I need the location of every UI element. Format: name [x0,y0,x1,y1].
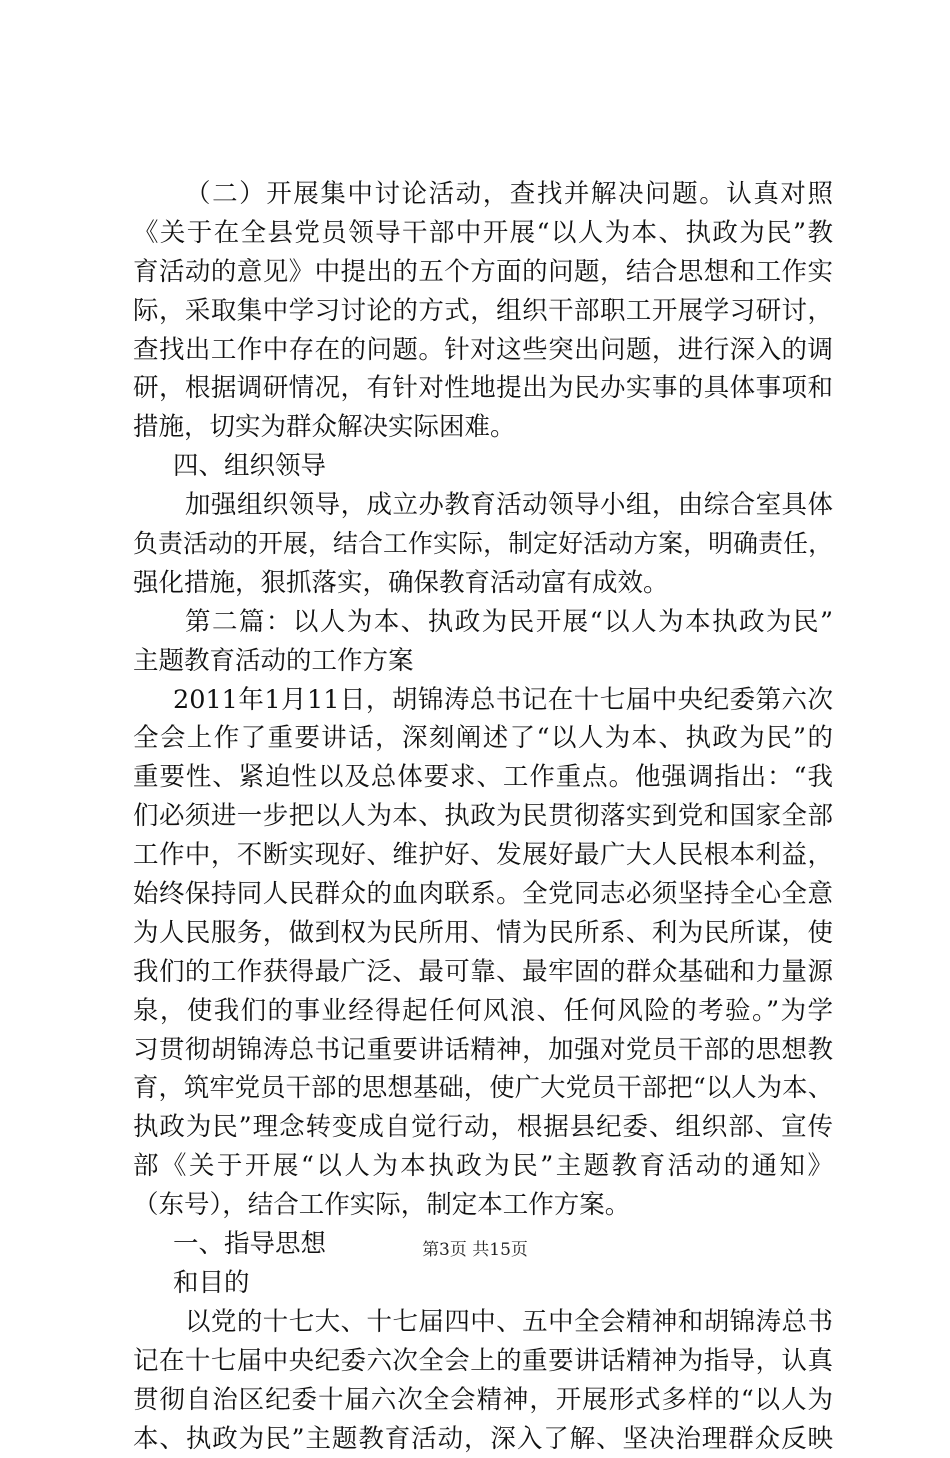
text-line: 执政为民”理念转变成自觉行动，根据县纪委、组织部、宣传 [133,1108,833,1147]
text-line: 泉，使我们的事业经得起任何风浪、任何风险的考验。”为学 [133,992,833,1031]
text-line: 负责活动的开展，结合工作实际，制定好活动方案，明确责任， [133,525,833,564]
text-line: 措施，切实为群众解决实际困难。 [133,408,833,447]
text-line: 习贯彻胡锦涛总书记重要讲话精神，加强对党员干部的思想教 [133,1031,833,1070]
page-footer: 第3页 共15页 [0,1238,950,1262]
text-line: 主题教育活动的工作方案 [133,642,833,681]
text-line: 们必须进一步把以人为本、执政为民贯彻落实到党和国家全部 [133,797,833,836]
text-line: 一、指导思想 [133,1225,833,1264]
text-line: 强化措施，狠抓落实，确保教育活动富有成效。 [133,564,833,603]
text-line: 研，根据调研情况，有针对性地提出为民办实事的具体事项和 [133,369,833,408]
document-body [133,175,833,1458]
text-line: 为人民服务，做到权为民所用、情为民所系、利为民所谋，使 [133,914,833,953]
text-line: 和目的 [133,1264,833,1303]
text-line: 2011年1月11日，胡锦涛总书记在十七届中央纪委第六次 [133,681,833,720]
text-line: 始终保持同人民群众的血肉联系。全党同志必须坚持全心全意 [133,875,833,914]
text-line: 四、组织领导 [133,447,833,486]
text-line: 工作中，不断实现好、维护好、发展好最广大人民根本利益， [133,836,833,875]
text-line: 贯彻自治区纪委十届六次全会精神，开展形式多样的“以人为 [133,1381,833,1420]
text-line: 《关于在全县党员领导干部中开展“以人为本、执政为民”教 [133,214,833,253]
text-line: 查找出工作中存在的问题。针对这些突出问题，进行深入的调 [133,331,833,370]
text-line: 全会上作了重要讲话，深刻阐述了“以人为本、执政为民”的 [133,719,833,758]
text-line: 第二篇：以人为本、执政为民开展“以人为本执政为民” [133,603,833,642]
text-line: （二）开展集中讨论活动，查找并解决问题。认真对照 [133,175,833,214]
text-line: 我们的工作获得最广泛、最可靠、最牢固的群众基础和力量源 [133,953,833,992]
text-line: 际，采取集中学习讨论的方式，组织干部职工开展学习研讨， [133,292,833,331]
text-line: 重要性、紧迫性以及总体要求、工作重点。他强调指出：“我 [133,758,833,797]
text-line: 以党的十七大、十七届四中、五中全会精神和胡锦涛总书 [133,1303,833,1342]
text-line: 育，筑牢党员干部的思想基础，使广大党员干部把“以人为本、 [133,1069,833,1108]
text-line: 育活动的意见》中提出的五个方面的问题，结合思想和工作实 [133,253,833,292]
text-line: 部《关于开展“以人为本执政为民”主题教育活动的通知》 [133,1147,833,1186]
text-line: （东号），结合工作实际，制定本工作方案。 [133,1186,833,1225]
text-line: 记在十七届中央纪委六次全会上的重要讲话精神为指导，认真 [133,1342,833,1381]
text-line: 加强组织领导，成立办教育活动领导小组，由综合室具体 [133,486,833,525]
text-line: 本、执政为民”主题教育活动，深入了解、坚决治理群众反映 [133,1420,833,1458]
